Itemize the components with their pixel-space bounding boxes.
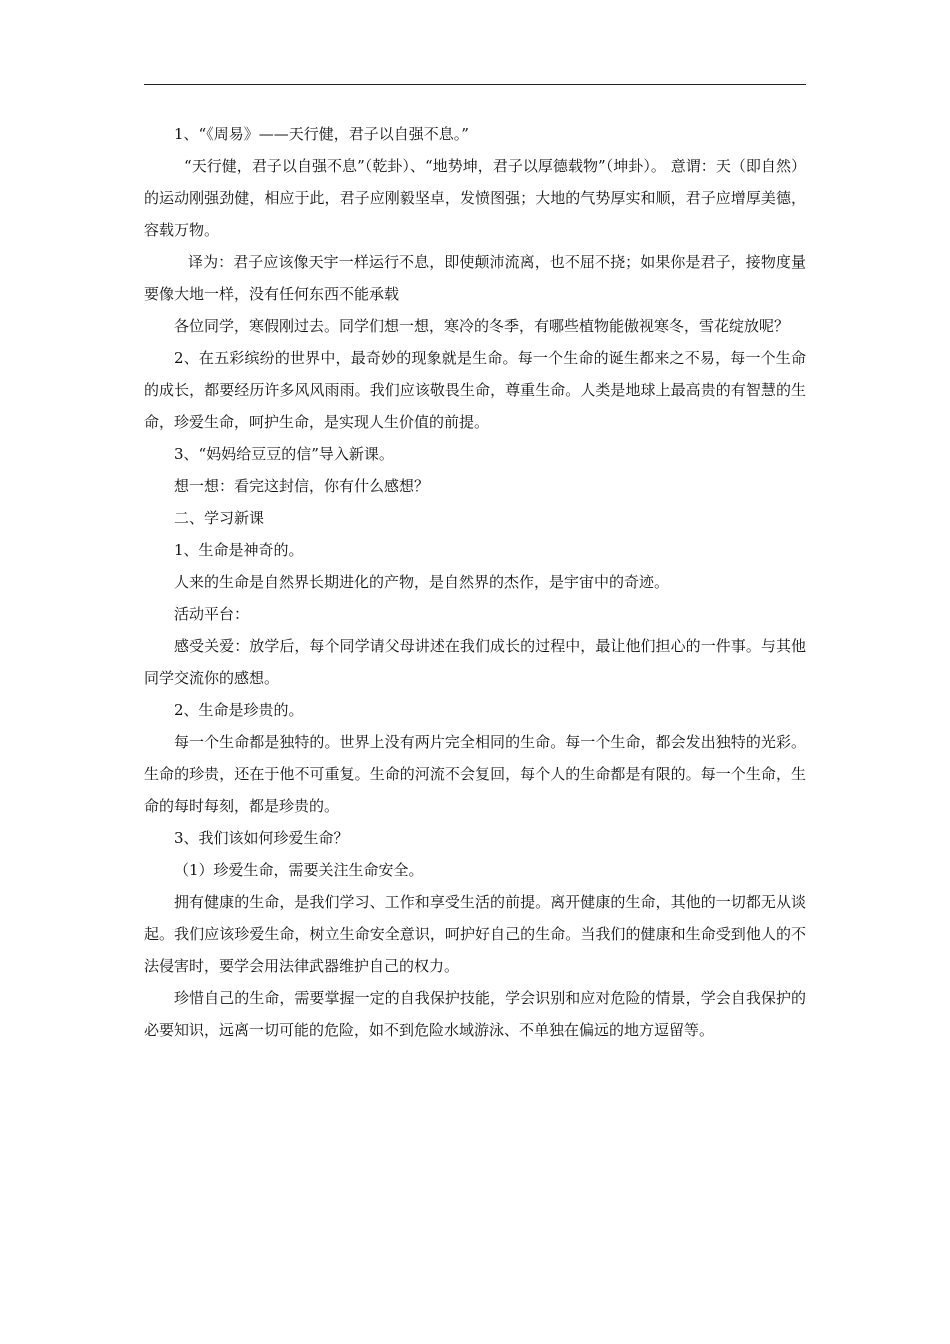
paragraph-winter-question: 各位同学，寒假刚过去。同学们想一想，寒冷的冬季，有哪些植物能傲视寒冬，雪花绽放呢？ <box>174 317 790 335</box>
paragraph-unique-life: 每一个生命都是独特的。世界上没有两片完全相同的生命。每一个生命，都会发出独特的光彩。生命的珍贵，还在于他不可重复。生命的河流不会复回，每个人的生命都是有限的。每一个生命，生命的每时每刻，都是珍贵的。 <box>144 733 806 815</box>
paragraph-life-wonder: 2、在五彩缤纷的世界中，最奇妙的现象就是生命。每一个生命的诞生都来之不易，每一个生命的成长，都要经历许多风风雨雨。我们应该敬畏生命，尊重生命。人类是地球上最高贵的有智慧的生命，珍爱生命，呵护生命，是实现人生价值的前提。 <box>144 349 806 431</box>
paragraph-think-question: 想一想：看完这封信，你有什么感想？ <box>174 477 430 495</box>
paragraph-qian-kun-meaning: “天行健，君子以自强不息”（乾卦）、“地势坤，君子以厚德载物”（坤卦）。 意谓：天（即自然）的运动刚强劲健，相应于此，君子应刚毅坚卓，发愤图强；大地的气势厚实和顺，君子应增厚美德，容载万物。 <box>144 157 806 239</box>
subheading-life-is-magical: 1、生命是神奇的。 <box>174 541 304 559</box>
subheading-safety: （1）珍爱生命，需要关注生命安全。 <box>174 861 424 879</box>
paragraph-letter-intro: 3、“妈妈给豆豆的信”导入新课。 <box>174 445 394 463</box>
paragraph-healthy-life: 拥有健康的生命，是我们学习、工作和享受生活的前提。离开健康的生命，其他的一切都无从谈起。我们应该珍爱生命，树立生命安全意识，呵护好自己的生命。当我们的健康和生命受到他人的不法侵害时，要学会用法律武器维护自己的权力。 <box>144 893 806 975</box>
paragraph-evolution: 人来的生命是自然界长期进化的产物，是自然界的杰作，是宇宙中的奇迹。 <box>174 573 670 591</box>
label-activity-platform: 活动平台： <box>174 605 250 623</box>
paragraph-zhouyi-heading: 1、“《周易》——天行健，君子以自强不息。” <box>174 125 469 143</box>
paragraph-translation: 译为：君子应该像天宇一样运行不息，即使颠沛流离，也不屈不挠；如果你是君子，接物度量要像大地一样，没有任何东西不能承载 <box>144 253 806 303</box>
subheading-life-is-precious: 2、生命是珍贵的。 <box>174 701 304 719</box>
header-divider <box>144 84 806 85</box>
document-body <box>144 118 806 1046</box>
paragraph-self-protection: 珍惜自己的生命，需要掌握一定的自我保护技能，学会识别和应对危险的情景，学会自我保护的必要知识，远离一切可能的危险，如不到危险水域游泳、不单独在偏远的地方逗留等。 <box>144 989 806 1039</box>
section-heading-new-lesson: 二、学习新课 <box>174 509 265 527</box>
subheading-how-to-cherish: 3、我们该如何珍爱生命？ <box>174 829 349 847</box>
paragraph-feel-care: 感受关爱：放学后，每个同学请父母讲述在我们成长的过程中，最让他们担心的一件事。与其他同学交流你的感想。 <box>144 637 806 687</box>
